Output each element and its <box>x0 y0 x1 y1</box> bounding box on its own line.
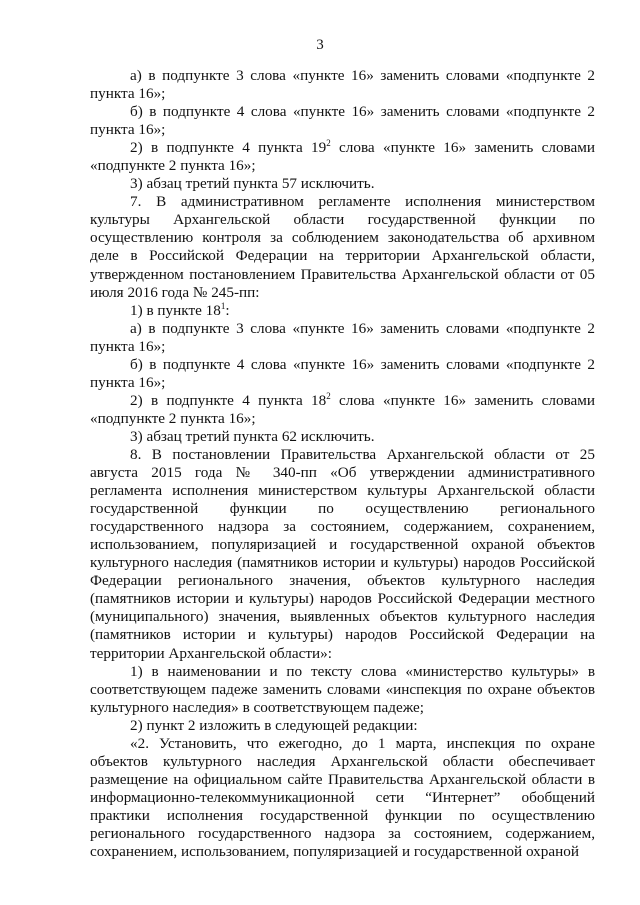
paragraph: а) в подпункте 3 слова «пункте 16» заменить словами «подпункте 2 пункта 16»; <box>90 67 595 103</box>
paragraph: 8. В постановлении Правительства Архангельской области от 25 августа 2015 года № 340-пп «Об утверждении административного регламента исполнения министерством культуры Архангельской области государственной функции по осуществлению регионального государственного надзора за состоянием, содержанием, сохранением, использованием, популяризацией и государственной охраной объектов культурного наследия (памятников истории и культуры) народов Российской Федерации регионального значения, объектов культурного наследия (памятников истории и культуры) народов Российской Федерации местного (муниципального) значения, выявленных объектов культурного наследия (памятников истории и культуры) народов Российской Федерации на территории Архангельской области»: <box>90 445 595 662</box>
paragraph: б) в подпункте 4 слова «пункте 16» заменить словами «подпункте 2 пункта 16»; <box>90 355 595 391</box>
superscript: 1 <box>220 300 226 311</box>
paragraph: 2) в подпункте 4 пункта $18^2$ слова «пункте 16» заменить словами «подпункте 2 пункта 16»; <box>90 390 595 427</box>
paragraph: 2) в подпункте 4 пункта $19^2$ слова «пункте 16» заменить словами «подпункте 2 пункта 16»; <box>90 138 595 175</box>
page-number: 3 <box>316 37 324 53</box>
superscript: 2 <box>326 138 331 149</box>
paragraph: 1) в пункте $18^1$: <box>130 300 230 319</box>
paragraph: 1) в наименовании и по тексту слова «министерство культуры» в соответствующем падеже заменить словами «инспекция по охране объектов культурного наследия» в соответствующем падеже; <box>90 662 595 716</box>
paragraph: 3) абзац третий пункта 57 исключить. <box>130 175 375 193</box>
document-body <box>90 67 595 861</box>
paragraph: 7. В административном регламенте исполнения министерством культуры Архангельской области государственной функции по осуществлению контроля за соблюдением законодательства об архивном деле в Российской Федерации на территории Архангельской области, утвержденном постановлением Правительства Архангельской области от 05 июля 2016 года № 245-пп: <box>90 193 595 301</box>
paragraph: 3) абзац третий пункта 62 исключить. <box>130 427 375 445</box>
superscript: 2 <box>326 390 331 401</box>
paragraph: 2) пункт 2 изложить в следующей редакции: <box>130 716 418 734</box>
paragraph: б) в подпункте 4 слова «пункте 16» заменить словами «подпункте 2 пункта 16»; <box>90 103 595 139</box>
paragraph: а) в подпункте 3 слова «пункте 16» заменить словами «подпункте 2 пункта 16»; <box>90 319 595 355</box>
paragraph: «2. Установить, что ежегодно, до 1 марта, инспекция по охране объектов культурного наследия Архангельской области обеспечивает размещение на официальном сайте Правительства Архангельской области в информационно-телекоммуникационной сети “Интернет” обобщений практики исполнения государственной функции по осуществлению регионального государственного надзора за состоянием, содержанием, сохранением, использованием, популяризацией и государственной охраной <box>90 734 595 861</box>
